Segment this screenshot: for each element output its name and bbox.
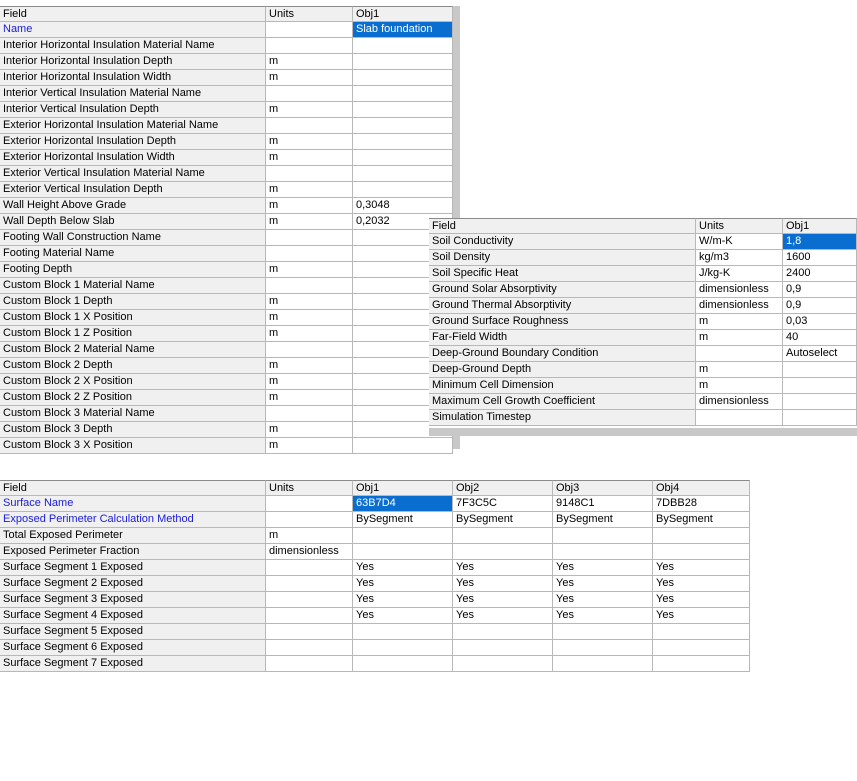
table-row — [0, 262, 460, 278]
field-name-cell[interactable]: Exterior Vertical Insulation Depth — [0, 182, 266, 198]
field-name-cell[interactable]: Surface Segment 7 Exposed — [0, 656, 266, 672]
table-row — [429, 394, 857, 410]
units-cell: m — [266, 262, 353, 278]
field-name-cell[interactable]: Surface Segment 2 Exposed — [0, 576, 266, 592]
foundation-grid-header — [0, 6, 460, 22]
header-field[interactable]: Field — [0, 480, 266, 496]
obj2-value-cell[interactable] — [453, 624, 553, 640]
obj2-value-cell[interactable] — [453, 656, 553, 672]
obj3-value-cell[interactable]: Yes — [553, 560, 653, 576]
table-row — [0, 102, 460, 118]
table-row — [0, 86, 460, 102]
obj1-value-cell[interactable] — [353, 656, 453, 672]
field-name-cell[interactable]: Custom Block 1 Depth — [0, 294, 266, 310]
obj3-value-cell[interactable] — [553, 624, 653, 640]
units-cell — [266, 278, 353, 294]
units-cell — [266, 166, 353, 182]
table-row — [0, 656, 750, 672]
units-cell — [266, 624, 353, 640]
obj1-value-cell[interactable] — [353, 118, 453, 134]
field-name-cell[interactable]: Surface Segment 6 Exposed — [0, 640, 266, 656]
header-field[interactable]: Field — [0, 6, 266, 22]
obj1-value-cell[interactable] — [353, 544, 453, 560]
table-row — [429, 362, 857, 378]
table-row — [0, 22, 460, 38]
field-name-cell[interactable]: Exterior Vertical Insulation Material Name — [0, 166, 266, 182]
units-cell: m — [266, 150, 353, 166]
obj1-value-cell[interactable] — [783, 410, 857, 426]
field-name-cell[interactable]: Ground Surface Roughness — [429, 314, 696, 330]
obj2-value-cell[interactable]: Yes — [453, 576, 553, 592]
field-name-cell[interactable]: Wall Height Above Grade — [0, 198, 266, 214]
field-name-cell[interactable]: Ground Thermal Absorptivity — [429, 298, 696, 314]
obj1-value-cell[interactable] — [353, 86, 453, 102]
units-cell — [266, 118, 353, 134]
table-row — [0, 118, 460, 134]
ground-domain-grid-scrollbar[interactable] — [429, 428, 857, 436]
table-row — [0, 230, 460, 246]
table-row — [0, 640, 750, 656]
obj1-value-cell[interactable]: 2400 — [783, 266, 857, 282]
table-row — [429, 298, 857, 314]
units-cell — [266, 230, 353, 246]
field-name-cell[interactable]: Far-Field Width — [429, 330, 696, 346]
obj1-value-cell[interactable]: Yes — [353, 608, 453, 624]
table-row — [0, 422, 460, 438]
exposed-perimeter-grid — [0, 480, 750, 669]
header-obj2[interactable]: Obj2 — [453, 480, 553, 496]
units-cell — [266, 246, 353, 262]
obj1-value-cell[interactable] — [353, 528, 453, 544]
table-row — [0, 438, 460, 454]
obj2-value-cell[interactable]: Yes — [453, 592, 553, 608]
obj3-value-cell[interactable]: 9148C1 — [553, 496, 653, 512]
obj2-value-cell[interactable]: Yes — [453, 608, 553, 624]
units-cell — [266, 576, 353, 592]
units-cell — [696, 410, 783, 426]
header-units[interactable]: Units — [266, 480, 353, 496]
field-name-cell[interactable]: Deep-Ground Depth — [429, 362, 696, 378]
obj1-value-cell[interactable] — [353, 438, 453, 454]
field-name-cell[interactable]: Custom Block 3 Depth — [0, 422, 266, 438]
units-cell: m — [266, 54, 353, 70]
obj4-value-cell[interactable]: BySegment — [653, 512, 750, 528]
obj1-value-cell[interactable] — [783, 362, 857, 378]
table-row — [429, 234, 857, 250]
table-row — [0, 358, 460, 374]
units-cell — [266, 560, 353, 576]
table-row — [0, 374, 460, 390]
obj1-value-cell[interactable]: 63B7D4 — [353, 496, 453, 512]
table-row — [0, 278, 460, 294]
obj4-value-cell[interactable] — [653, 656, 750, 672]
obj1-value-cell[interactable] — [353, 166, 453, 182]
obj2-value-cell[interactable] — [453, 640, 553, 656]
units-cell: kg/m3 — [696, 250, 783, 266]
ground-domain-grid-header — [429, 218, 857, 234]
field-name-cell[interactable]: Ground Solar Absorptivity — [429, 282, 696, 298]
units-cell: m — [266, 390, 353, 406]
obj4-value-cell[interactable] — [653, 544, 750, 560]
field-name-cell[interactable]: Custom Block 2 X Position — [0, 374, 266, 390]
units-cell — [266, 342, 353, 358]
table-row — [429, 282, 857, 298]
field-name-cell[interactable]: Wall Depth Below Slab — [0, 214, 266, 230]
table-row — [0, 326, 460, 342]
table-row — [0, 38, 460, 54]
units-cell — [266, 496, 353, 512]
header-obj1[interactable]: Obj1 — [783, 218, 857, 234]
table-row — [0, 54, 460, 70]
obj1-value-cell[interactable]: BySegment — [353, 512, 453, 528]
obj4-value-cell[interactable] — [653, 640, 750, 656]
obj1-value-cell[interactable]: 0,9 — [783, 282, 857, 298]
header-units[interactable]: Units — [696, 218, 783, 234]
obj1-value-cell[interactable]: 1,8 — [783, 234, 857, 250]
units-cell — [266, 86, 353, 102]
table-row — [0, 342, 460, 358]
header-units[interactable]: Units — [266, 6, 353, 22]
obj2-value-cell[interactable]: Yes — [453, 560, 553, 576]
units-cell — [266, 512, 353, 528]
header-obj4[interactable]: Obj4 — [653, 480, 750, 496]
field-name-cell[interactable]: Surface Segment 3 Exposed — [0, 592, 266, 608]
table-row — [0, 390, 460, 406]
obj1-value-cell[interactable] — [783, 378, 857, 394]
field-name-cell[interactable]: Soil Specific Heat — [429, 266, 696, 282]
field-name-cell[interactable]: Custom Block 2 Z Position — [0, 390, 266, 406]
field-name-cell[interactable]: Footing Material Name — [0, 246, 266, 262]
field-name-cell[interactable]: Surface Segment 1 Exposed — [0, 560, 266, 576]
field-name-cell[interactable]: Exterior Horizontal Insulation Width — [0, 150, 266, 166]
obj1-value-cell[interactable]: Yes — [353, 560, 453, 576]
field-name-cell[interactable]: Surface Name — [0, 496, 266, 512]
header-field[interactable]: Field — [429, 218, 696, 234]
field-name-cell[interactable]: Name — [0, 22, 266, 38]
obj2-value-cell[interactable] — [453, 544, 553, 560]
field-name-cell[interactable]: Exposed Perimeter Fraction — [0, 544, 266, 560]
obj1-value-cell[interactable] — [353, 102, 453, 118]
obj1-value-cell[interactable] — [353, 150, 453, 166]
field-name-cell[interactable]: Soil Conductivity — [429, 234, 696, 250]
table-row — [0, 246, 460, 262]
units-cell — [266, 406, 353, 422]
table-row — [0, 576, 750, 592]
obj1-value-cell[interactable]: 0,3048 — [353, 198, 453, 214]
obj3-value-cell[interactable]: BySegment — [553, 512, 653, 528]
table-row — [0, 150, 460, 166]
units-cell: m — [266, 198, 353, 214]
obj4-value-cell[interactable]: Yes — [653, 608, 750, 624]
obj4-value-cell[interactable]: Yes — [653, 560, 750, 576]
units-cell — [266, 22, 353, 38]
field-name-cell[interactable]: Simulation Timestep — [429, 410, 696, 426]
foundation-grid — [0, 6, 460, 449]
obj3-value-cell[interactable] — [553, 544, 653, 560]
field-name-cell[interactable]: Custom Block 1 X Position — [0, 310, 266, 326]
field-name-cell[interactable]: Surface Segment 4 Exposed — [0, 608, 266, 624]
field-name-cell[interactable]: Footing Wall Construction Name — [0, 230, 266, 246]
units-cell: m — [266, 134, 353, 150]
table-row — [0, 560, 750, 576]
field-name-cell[interactable]: Custom Block 2 Material Name — [0, 342, 266, 358]
obj2-value-cell[interactable] — [453, 528, 553, 544]
ground-domain-grid — [429, 218, 857, 436]
obj4-value-cell[interactable] — [653, 528, 750, 544]
units-cell: m — [266, 310, 353, 326]
obj1-value-cell[interactable] — [783, 394, 857, 410]
table-row — [0, 512, 750, 528]
field-name-cell[interactable]: Interior Horizontal Insulation Material Name — [0, 38, 266, 54]
obj1-value-cell[interactable]: 0,2032 — [353, 214, 453, 230]
units-cell — [266, 640, 353, 656]
units-cell: m — [696, 378, 783, 394]
field-name-cell[interactable]: Interior Horizontal Insulation Width — [0, 70, 266, 86]
obj1-value-cell[interactable] — [353, 182, 453, 198]
obj1-value-cell[interactable]: Slab foundation — [353, 22, 453, 38]
obj1-value-cell[interactable] — [353, 38, 453, 54]
field-name-cell[interactable]: Deep-Ground Boundary Condition — [429, 346, 696, 362]
obj1-value-cell[interactable]: 1600 — [783, 250, 857, 266]
obj3-value-cell[interactable]: Yes — [553, 592, 653, 608]
obj1-value-cell[interactable] — [353, 640, 453, 656]
units-cell — [696, 346, 783, 362]
obj1-value-cell[interactable]: 40 — [783, 330, 857, 346]
table-row — [0, 624, 750, 640]
field-name-cell[interactable]: Surface Segment 5 Exposed — [0, 624, 266, 640]
field-name-cell[interactable]: Custom Block 3 Material Name — [0, 406, 266, 422]
units-cell: m — [266, 358, 353, 374]
obj3-value-cell[interactable] — [553, 640, 653, 656]
units-cell: m — [266, 422, 353, 438]
table-row — [0, 406, 460, 422]
table-row — [0, 214, 460, 230]
field-name-cell[interactable]: Exterior Horizontal Insulation Depth — [0, 134, 266, 150]
table-row — [0, 528, 750, 544]
units-cell: m — [266, 326, 353, 342]
obj4-value-cell[interactable]: 7DBB28 — [653, 496, 750, 512]
table-row — [429, 378, 857, 394]
table-row — [429, 266, 857, 282]
field-name-cell[interactable]: Interior Vertical Insulation Material Name — [0, 86, 266, 102]
field-name-cell[interactable]: Custom Block 3 X Position — [0, 438, 266, 454]
field-name-cell[interactable]: Interior Horizontal Insulation Depth — [0, 54, 266, 70]
table-row — [429, 250, 857, 266]
obj1-value-cell[interactable]: 0,9 — [783, 298, 857, 314]
table-row — [429, 346, 857, 362]
units-cell: m — [696, 330, 783, 346]
table-row — [429, 410, 857, 426]
table-row — [429, 314, 857, 330]
table-row — [0, 182, 460, 198]
units-cell: m — [266, 214, 353, 230]
obj1-value-cell[interactable]: Yes — [353, 576, 453, 592]
units-cell: m — [696, 362, 783, 378]
units-cell: dimensionless — [696, 282, 783, 298]
obj3-value-cell[interactable] — [553, 656, 653, 672]
units-cell — [266, 592, 353, 608]
table-row — [0, 592, 750, 608]
units-cell — [266, 608, 353, 624]
obj4-value-cell[interactable]: Yes — [653, 592, 750, 608]
obj1-value-cell[interactable] — [353, 70, 453, 86]
obj1-value-cell[interactable]: Yes — [353, 592, 453, 608]
obj1-value-cell[interactable] — [353, 54, 453, 70]
field-name-cell[interactable]: Maximum Cell Growth Coefficient — [429, 394, 696, 410]
obj4-value-cell[interactable] — [653, 624, 750, 640]
units-cell — [266, 656, 353, 672]
units-cell: m — [266, 182, 353, 198]
table-row — [0, 496, 750, 512]
units-cell: dimensionless — [696, 394, 783, 410]
units-cell: dimensionless — [696, 298, 783, 314]
table-row — [0, 166, 460, 182]
table-row — [0, 310, 460, 326]
obj4-value-cell[interactable]: Yes — [653, 576, 750, 592]
header-obj1[interactable]: Obj1 — [353, 6, 453, 22]
table-row — [429, 330, 857, 346]
obj1-value-cell[interactable]: 0,03 — [783, 314, 857, 330]
header-obj1[interactable]: Obj1 — [353, 480, 453, 496]
exposed-perimeter-grid-header — [0, 480, 750, 496]
obj1-value-cell[interactable] — [353, 134, 453, 150]
field-name-cell[interactable]: Total Exposed Perimeter — [0, 528, 266, 544]
table-row — [0, 294, 460, 310]
obj3-value-cell[interactable]: Yes — [553, 608, 653, 624]
table-row — [0, 544, 750, 560]
units-cell — [266, 38, 353, 54]
units-cell: m — [266, 438, 353, 454]
field-name-cell[interactable]: Interior Vertical Insulation Depth — [0, 102, 266, 118]
units-cell: m — [696, 314, 783, 330]
obj3-value-cell[interactable]: Yes — [553, 576, 653, 592]
units-cell: m — [266, 102, 353, 118]
obj1-value-cell[interactable]: Autoselect — [783, 346, 857, 362]
field-name-cell[interactable]: Footing Depth — [0, 262, 266, 278]
units-cell: W/m-K — [696, 234, 783, 250]
obj2-value-cell[interactable]: 7F3C5C — [453, 496, 553, 512]
field-name-cell[interactable]: Exterior Horizontal Insulation Material Name — [0, 118, 266, 134]
table-row — [0, 70, 460, 86]
table-row — [0, 608, 750, 624]
units-cell: dimensionless — [266, 544, 353, 560]
units-cell: m — [266, 294, 353, 310]
field-name-cell[interactable]: Custom Block 2 Depth — [0, 358, 266, 374]
units-cell: m — [266, 70, 353, 86]
units-cell: J/kg-K — [696, 266, 783, 282]
obj3-value-cell[interactable] — [553, 528, 653, 544]
obj1-value-cell[interactable] — [353, 624, 453, 640]
obj2-value-cell[interactable]: BySegment — [453, 512, 553, 528]
field-name-cell[interactable]: Custom Block 1 Z Position — [0, 326, 266, 342]
field-name-cell[interactable]: Soil Density — [429, 250, 696, 266]
units-cell: m — [266, 528, 353, 544]
units-cell: m — [266, 374, 353, 390]
header-obj3[interactable]: Obj3 — [553, 480, 653, 496]
field-name-cell[interactable]: Custom Block 1 Material Name — [0, 278, 266, 294]
field-name-cell[interactable]: Minimum Cell Dimension — [429, 378, 696, 394]
table-row — [0, 134, 460, 150]
table-row — [0, 198, 460, 214]
field-name-cell[interactable]: Exposed Perimeter Calculation Method — [0, 512, 266, 528]
